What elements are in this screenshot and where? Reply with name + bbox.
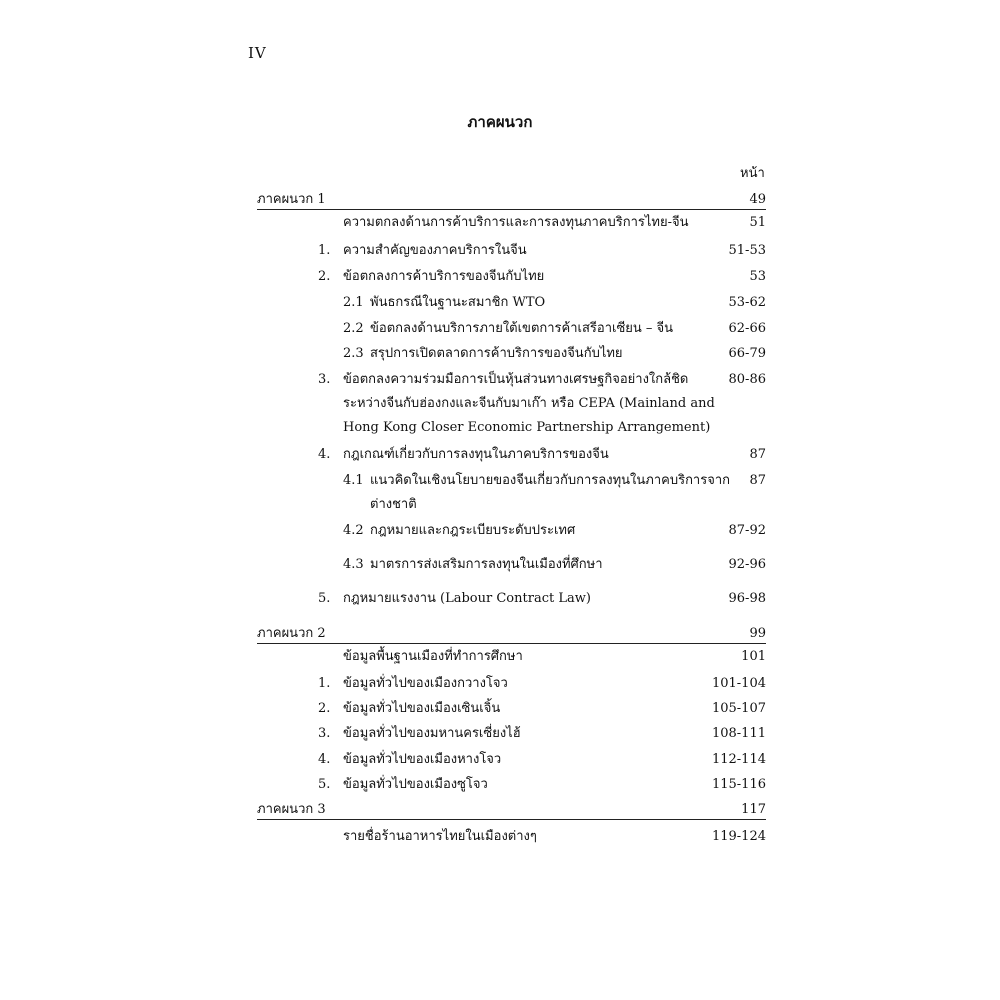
toc-item-number: 2.	[318, 701, 331, 716]
toc-item-title: ข้อมูลทั่วไปของเมืองหางโจว	[343, 752, 502, 767]
toc-section-row	[0, 192, 1000, 214]
toc-page-ref: 87	[749, 473, 766, 488]
toc-item-row	[0, 726, 1000, 748]
toc-item-title: พันธกรณีในฐานะสมาชิก WTO	[370, 295, 546, 310]
toc-section-title: ภาคผนวก 2	[257, 626, 326, 641]
toc-item-title-continued: ระหว่างจีนกับฮ่องกงและจีนกับมาเก๊า หรือ CEPA (Mainland and	[343, 396, 715, 411]
section-divider	[257, 643, 766, 644]
toc-page-ref: 119-124	[711, 829, 766, 844]
toc-page-ref: 62-66	[728, 321, 766, 336]
toc-item-title: ข้อมูลทั่วไปของมหานครเซี่ยงไฮ้	[343, 726, 521, 741]
toc-section-row	[0, 626, 1000, 648]
toc-item-number: 1.	[318, 676, 331, 691]
toc-item-title: ข้อมูลทั่วไปของเมืองซูโจว	[343, 777, 488, 792]
toc-item-title: สรุปการเปิดตลาดการค้าบริการของจีนกับไทย	[370, 346, 623, 361]
toc-page-ref: 101	[741, 649, 766, 664]
toc-item-title: กฎหมายแรงงาน (Labour Contract Law)	[343, 591, 591, 606]
toc-page-ref: 53-62	[728, 295, 766, 310]
toc-subitem-row	[0, 321, 1000, 343]
toc-subitem-row	[0, 295, 1000, 317]
page-column-label: หน้า	[740, 166, 765, 181]
toc-item-number: 4.3	[343, 557, 364, 572]
toc-item-row	[0, 591, 1000, 613]
toc-page-ref: 96-98	[728, 591, 766, 606]
toc-section-title: ภาคผนวก 3	[257, 802, 326, 817]
page-heading: ภาคผนวก	[467, 113, 533, 131]
toc-section-title: ภาคผนวก 1	[257, 192, 326, 207]
toc-subitem-row	[0, 473, 1000, 517]
toc-subitem-row	[0, 523, 1000, 545]
toc-item-title: ข้อมูลทั่วไปของเมืองกวางโจว	[343, 676, 508, 691]
toc-item-number: 5.	[318, 777, 331, 792]
toc-page-ref: 108-111	[711, 726, 766, 741]
toc-item-number: 2.1	[343, 295, 364, 310]
toc-item-title: ข้อตกลงความร่วมมือการเป็นหุ้นส่วนทางเศรษฐกิจอย่างใกล้ชิด	[343, 372, 689, 387]
toc-item-number: 4.1	[343, 473, 364, 488]
toc-item-row	[0, 447, 1000, 469]
toc-item-title: แนวคิดในเชิงนโยบายของจีนเกี่ยวกับการลงทุนในภาคบริการจาก	[370, 473, 731, 488]
toc-item-title: กฎเกณฑ์เกี่ยวกับการลงทุนในภาคบริการของจีน	[343, 447, 609, 462]
toc-item-title: ความสำคัญของภาคบริการในจีน	[343, 243, 527, 258]
toc-item-number: 4.	[318, 447, 331, 462]
toc-item-title: ข้อตกลงการค้าบริการของจีนกับไทย	[343, 269, 545, 284]
toc-page-ref: 101-104	[711, 676, 766, 691]
toc-item-title: ข้อมูลทั่วไปของเมืองเซินเจิ้น	[343, 701, 501, 716]
toc-page-ref: 53	[749, 269, 766, 284]
toc-page-ref: 115-116	[711, 777, 766, 792]
toc-page-ref: 51	[749, 215, 766, 230]
toc-item-title: มาตรการส่งเสริมการลงทุนในเมืองที่ศึกษา	[370, 557, 603, 572]
toc-page-ref: 51-53	[728, 243, 766, 258]
page-number: IV	[248, 44, 267, 62]
toc-item-row	[0, 676, 1000, 698]
toc-page-ref: 87-92	[728, 523, 766, 538]
toc-page-ref: 99	[749, 626, 766, 641]
toc-heading-title: ข้อมูลพื้นฐานเมืองที่ทำการศึกษา	[343, 649, 523, 664]
toc-item-title: กฎหมายและกฎระเบียบระดับประเทศ	[370, 523, 576, 538]
toc-item-row	[0, 701, 1000, 723]
toc-item-row	[0, 752, 1000, 774]
toc-item-row	[0, 269, 1000, 291]
toc-heading-title: รายชื่อร้านอาหารไทยในเมืองต่างๆ	[343, 829, 537, 844]
toc-subitem-row	[0, 557, 1000, 579]
toc-item-number: 5.	[318, 591, 331, 606]
toc-item-number: 2.3	[343, 346, 364, 361]
toc-page-ref: 105-107	[711, 701, 766, 716]
toc-item-number: 4.2	[343, 523, 364, 538]
toc-item-title-continued: Hong Kong Closer Economic Partnership Arrangement)	[343, 420, 711, 435]
toc-heading-title: ความตกลงด้านการค้าบริการและการลงทุนภาคบริการไทย-จีน	[343, 215, 689, 230]
toc-item-row	[0, 243, 1000, 265]
toc-item-number: 3.	[318, 726, 331, 741]
toc-page-ref: 66-79	[728, 346, 766, 361]
toc-item-title: ข้อตกลงด้านบริการภายใต้เขตการค้าเสรีอาเซียน – จีน	[370, 321, 674, 336]
toc-item-row	[0, 777, 1000, 799]
toc-item-number: 1.	[318, 243, 331, 258]
toc-section-row	[0, 802, 1000, 824]
toc-item-number: 2.2	[343, 321, 364, 336]
toc-subitem-row	[0, 346, 1000, 368]
toc-page-ref: 117	[741, 802, 766, 817]
toc-page-ref: 49	[749, 192, 766, 207]
section-divider	[257, 819, 766, 820]
toc-page-ref: 112-114	[711, 752, 766, 767]
toc-item-title-continued: ต่างชาติ	[370, 497, 417, 512]
toc-heading-row	[0, 829, 1000, 851]
toc-page-ref: 80-86	[728, 372, 766, 387]
toc-page-ref: 92-96	[728, 557, 766, 572]
toc-item-number: 2.	[318, 269, 331, 284]
section-divider	[257, 209, 766, 210]
toc-item-row	[0, 372, 1000, 436]
toc-item-number: 3.	[318, 372, 331, 387]
toc-page-ref: 87	[749, 447, 766, 462]
toc-item-number: 4.	[318, 752, 331, 767]
toc-heading-row	[0, 215, 1000, 237]
toc-heading-row	[0, 649, 1000, 671]
